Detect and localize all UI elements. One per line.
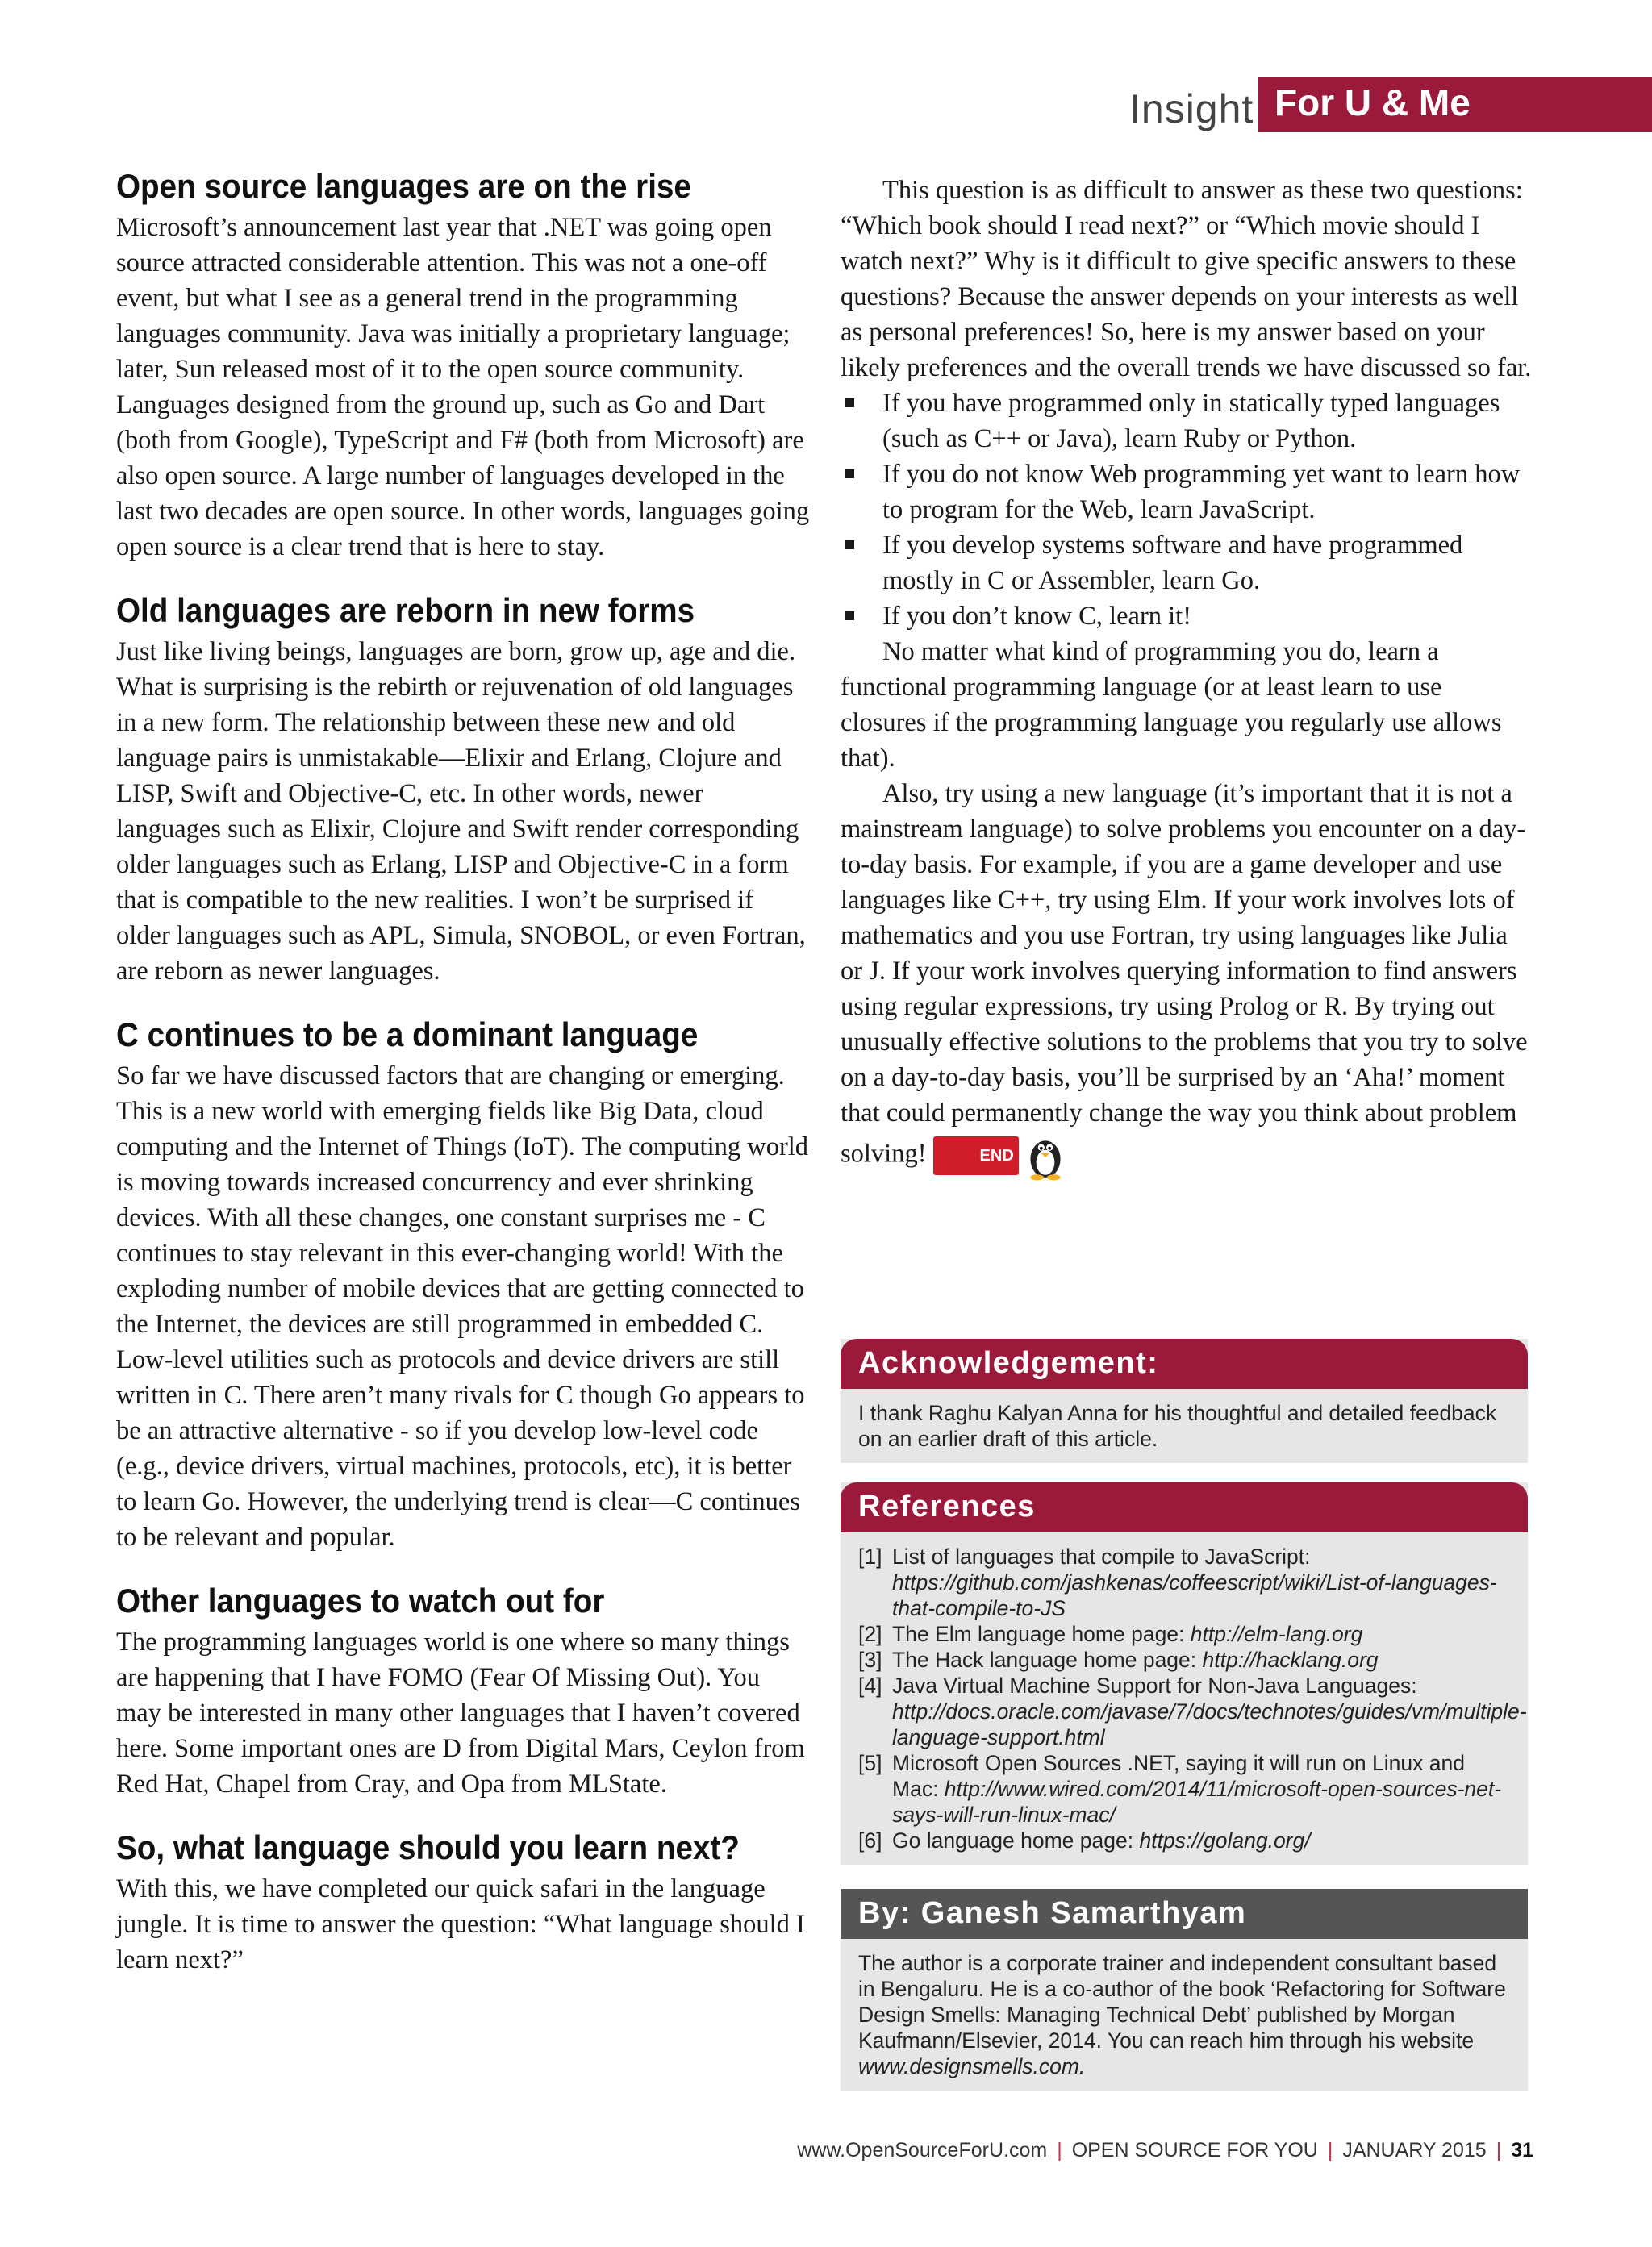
acknowledgement-text: I thank Raghu Kalyan Anna for his thoughtful and detailed feedback on an earlier draft of this article. [858,1401,1497,1451]
heading-other-languages: Other languages to watch out for [116,1582,605,1620]
bullet-square-icon [845,540,854,549]
acknowledgement-header: Acknowledgement: [841,1339,1528,1389]
footer-issue: JANUARY 2015 [1342,2139,1487,2162]
bullet-square-icon [845,398,854,407]
reference-item: [1] List of languages that compile to JavaScript: https://github.com/jashkenas/coffeescript/wiki/List-of-languages-that-compile-to-JS [858,1545,1497,1620]
reference-item: [6] Go language home page: https://golang.org/ [858,1828,1311,1853]
heading-open-source-rise: Open source languages are on the rise [116,167,691,205]
right-column [841,173,1534,1181]
heading-c-dominant: C continues to be a dominant language [116,1015,699,1053]
list-item: If you develop systems software and have programmed mostly in C or Assembler, learn Go. [841,527,1534,598]
paragraph-old-languages-reborn: Just like living beings, languages are born, grow up, age and die. What is surprising is the rebirth or rejuvenation of old languages in a new form. The relationship between these new and old language pairs is unmistakable—Elixir and Erlang, Clojure and LISP, Swift and Objective-C, etc. In other words, newer languages such as Elixir, Clojure and Swift render corresponding older languages such as Erlang, LISP and Objective-C in a form that is compatible to the new realities. I won’t be surprised if older languages such as APL, Simula, SNOBOL, or even Fortran, are reborn as newer languages. [116,637,806,986]
end-badge: END [933,1136,1019,1175]
footer-magazine: OPEN SOURCE FOR YOU [1071,2139,1318,2162]
references-list [841,1532,1528,1865]
reference-link[interactable]: http://docs.oracle.com/javase/7/docs/technotes/guides/vm/multiple-language-support.html [892,1699,1527,1749]
references-box [841,1482,1528,1865]
reference-item: [5] Microsoft Open Sources .NET, saying it will run on Linux and Mac: http://www.wired.com/2014/11/microsoft-open-sources-net-says-will-run-linux-mac/ [858,1751,1502,1827]
paragraph-new-language: Also, try using a new language (it’s important that it is not a mainstream language) to solve problems you encounter on a day-to-day basis. For example, if you are a game developer and use languages like C++, try using Elm. If your work involves lots of mathematics and you use Fortran, try using languages like Julia or J. If your work involves querying information to find answers using regular expressions, try using Prolog or R. By trying out unusually effective solutions to the problems that you try to solve on a day-to-day basis, you’ll be surprised by an ‘Aha!’ moment that could permanently change the way you think about problem solving! END [841,776,1534,1181]
reference-link[interactable]: https://golang.org/ [1139,1828,1311,1853]
reference-link[interactable]: https://github.com/jashkenas/coffeescript/wiki/List-of-languages-that-compile-to-JS [892,1570,1497,1620]
paragraph-difficult-question: This question is as difficult to answer as these two questions: “Which book should I read next?” or “Which movie should I watch next?” Why is it difficult to give specific answers to these questions? Because the answer depends on your interests as well as personal preferences! So, here is my answer based on your likely preferences and the overall trends we have discussed so far. [841,176,1532,382]
footer-site[interactable]: www.OpenSourceForU.com [797,2139,1048,2162]
reference-item: [4] Java Virtual Machine Support for Non-Java Languages: http://docs.oracle.com/javase/7/docs/technotes/guides/vm/multiple-language-support.html [858,1674,1527,1749]
page-footer: www.OpenSourceForU.com | OPEN SOURCE FOR YOU | JANUARY 2015 | 31 [797,2139,1533,2162]
page-number: 31 [1511,2139,1533,2162]
reference-link[interactable]: http://elm-lang.org [1190,1622,1363,1646]
list-item: If you don’t know C, learn it! [841,598,1534,634]
heading-old-languages-reborn: Old languages are reborn in new forms [116,591,695,629]
reference-item: [3] The Hack language home page: http://hacklang.org [858,1648,1379,1672]
reference-link[interactable]: http://www.wired.com/2014/11/microsoft-open-sources-net-says-will-run-linux-mac/ [892,1777,1502,1827]
section-band-label: For U & Me [1274,81,1471,123]
author-box [841,1889,1528,2091]
list-item: If you do not know Web programming yet want to learn how to program for the Web, learn JavaScript. [841,456,1534,527]
bullet-square-icon [845,469,854,478]
paragraph-open-source-rise: Microsoft’s announcement last year that .NET was going open source attracted considerable attention. This was not a one-off event, but what I see as a general trend in the programming languages community. Java was initially a proprietary language; later, Sun released most of it to the open source community. Languages designed from the ground up, such as Go and Dart (both from Google), TypeScript and F# (both from Microsoft) are also open source. A large number of languages developed in the last two decades are open source. In other words, languages going open source is a clear trend that is here to stay. [116,213,810,561]
paragraph-other-languages: The programming languages world is one where so many things are happening that I have FOMO (Fear Of Missing Out). You may be interested in many other languages that I haven’t covered here. Some important ones are D from Digital Mars, Ceylon from Red Hat, Chapel from Cray, and Opa from MLState. [116,1628,805,1799]
reference-link[interactable]: http://hacklang.org [1202,1648,1379,1672]
heading-learn-next: So, what language should you learn next? [116,1828,740,1866]
paragraph-c-dominant: So far we have discussed factors that are changing or emerging. This is a new world with emerging fields like Big Data, cloud computing and the Internet of Things (IoT). The computing world is moving towards increased concurrency and ever shrinking devices. With all these changes, one constant surprises me - C continues to stay relevant in this ever-changing world! With the exploding number of mobile devices that are getting connected to the Internet, the devices are still programmed in embedded C. Low-level utilities such as protocols and device drivers are still written in C. There aren’t many rivals for C though Go appears to be an attractive alternative - so if you develop low-level code (e.g., device drivers, virtual machines, protocols, etc), it is better to learn Go. However, the underlying trend is clear—C continues to be relevant and popular. [116,1061,809,1552]
section-label: Insight [1129,86,1254,131]
author-header: By: Ganesh Samarthyam [841,1889,1528,1939]
author-website-link[interactable]: www.designsmells.com. [858,2054,1086,2078]
list-item: If you have programmed only in statically typed languages (such as C++ or Java), learn Ruby or Python. [841,386,1534,456]
paragraph-functional: No matter what kind of programming you do, learn a functional programming language (or at least learn to use closures if the programming language you regularly use allows that). [841,637,1502,773]
references-header: References [841,1482,1528,1532]
bullet-square-icon [845,611,854,620]
reference-item: [2] The Elm language home page: http://elm-lang.org [858,1622,1363,1646]
tux-penguin-icon [1020,1131,1070,1181]
left-column [116,165,810,2002]
section-band [1258,77,1652,132]
author-bio: The author is a corporate trainer and independent consultant based in Bengaluru. He is a co-author of the book ‘Refactoring for Software Design Smells: Managing Technical Debt’ published by Morgan Kaufmann/Elsevier, 2014. You can reach him through his website www.designsmells.com. [858,1951,1506,2078]
acknowledgement-box [841,1339,1528,1463]
recommendation-list [841,386,1534,634]
paragraph-learn-next: With this, we have completed our quick safari in the language jungle. It is time to answer the question: “What language should I learn next?” [116,1874,805,1974]
